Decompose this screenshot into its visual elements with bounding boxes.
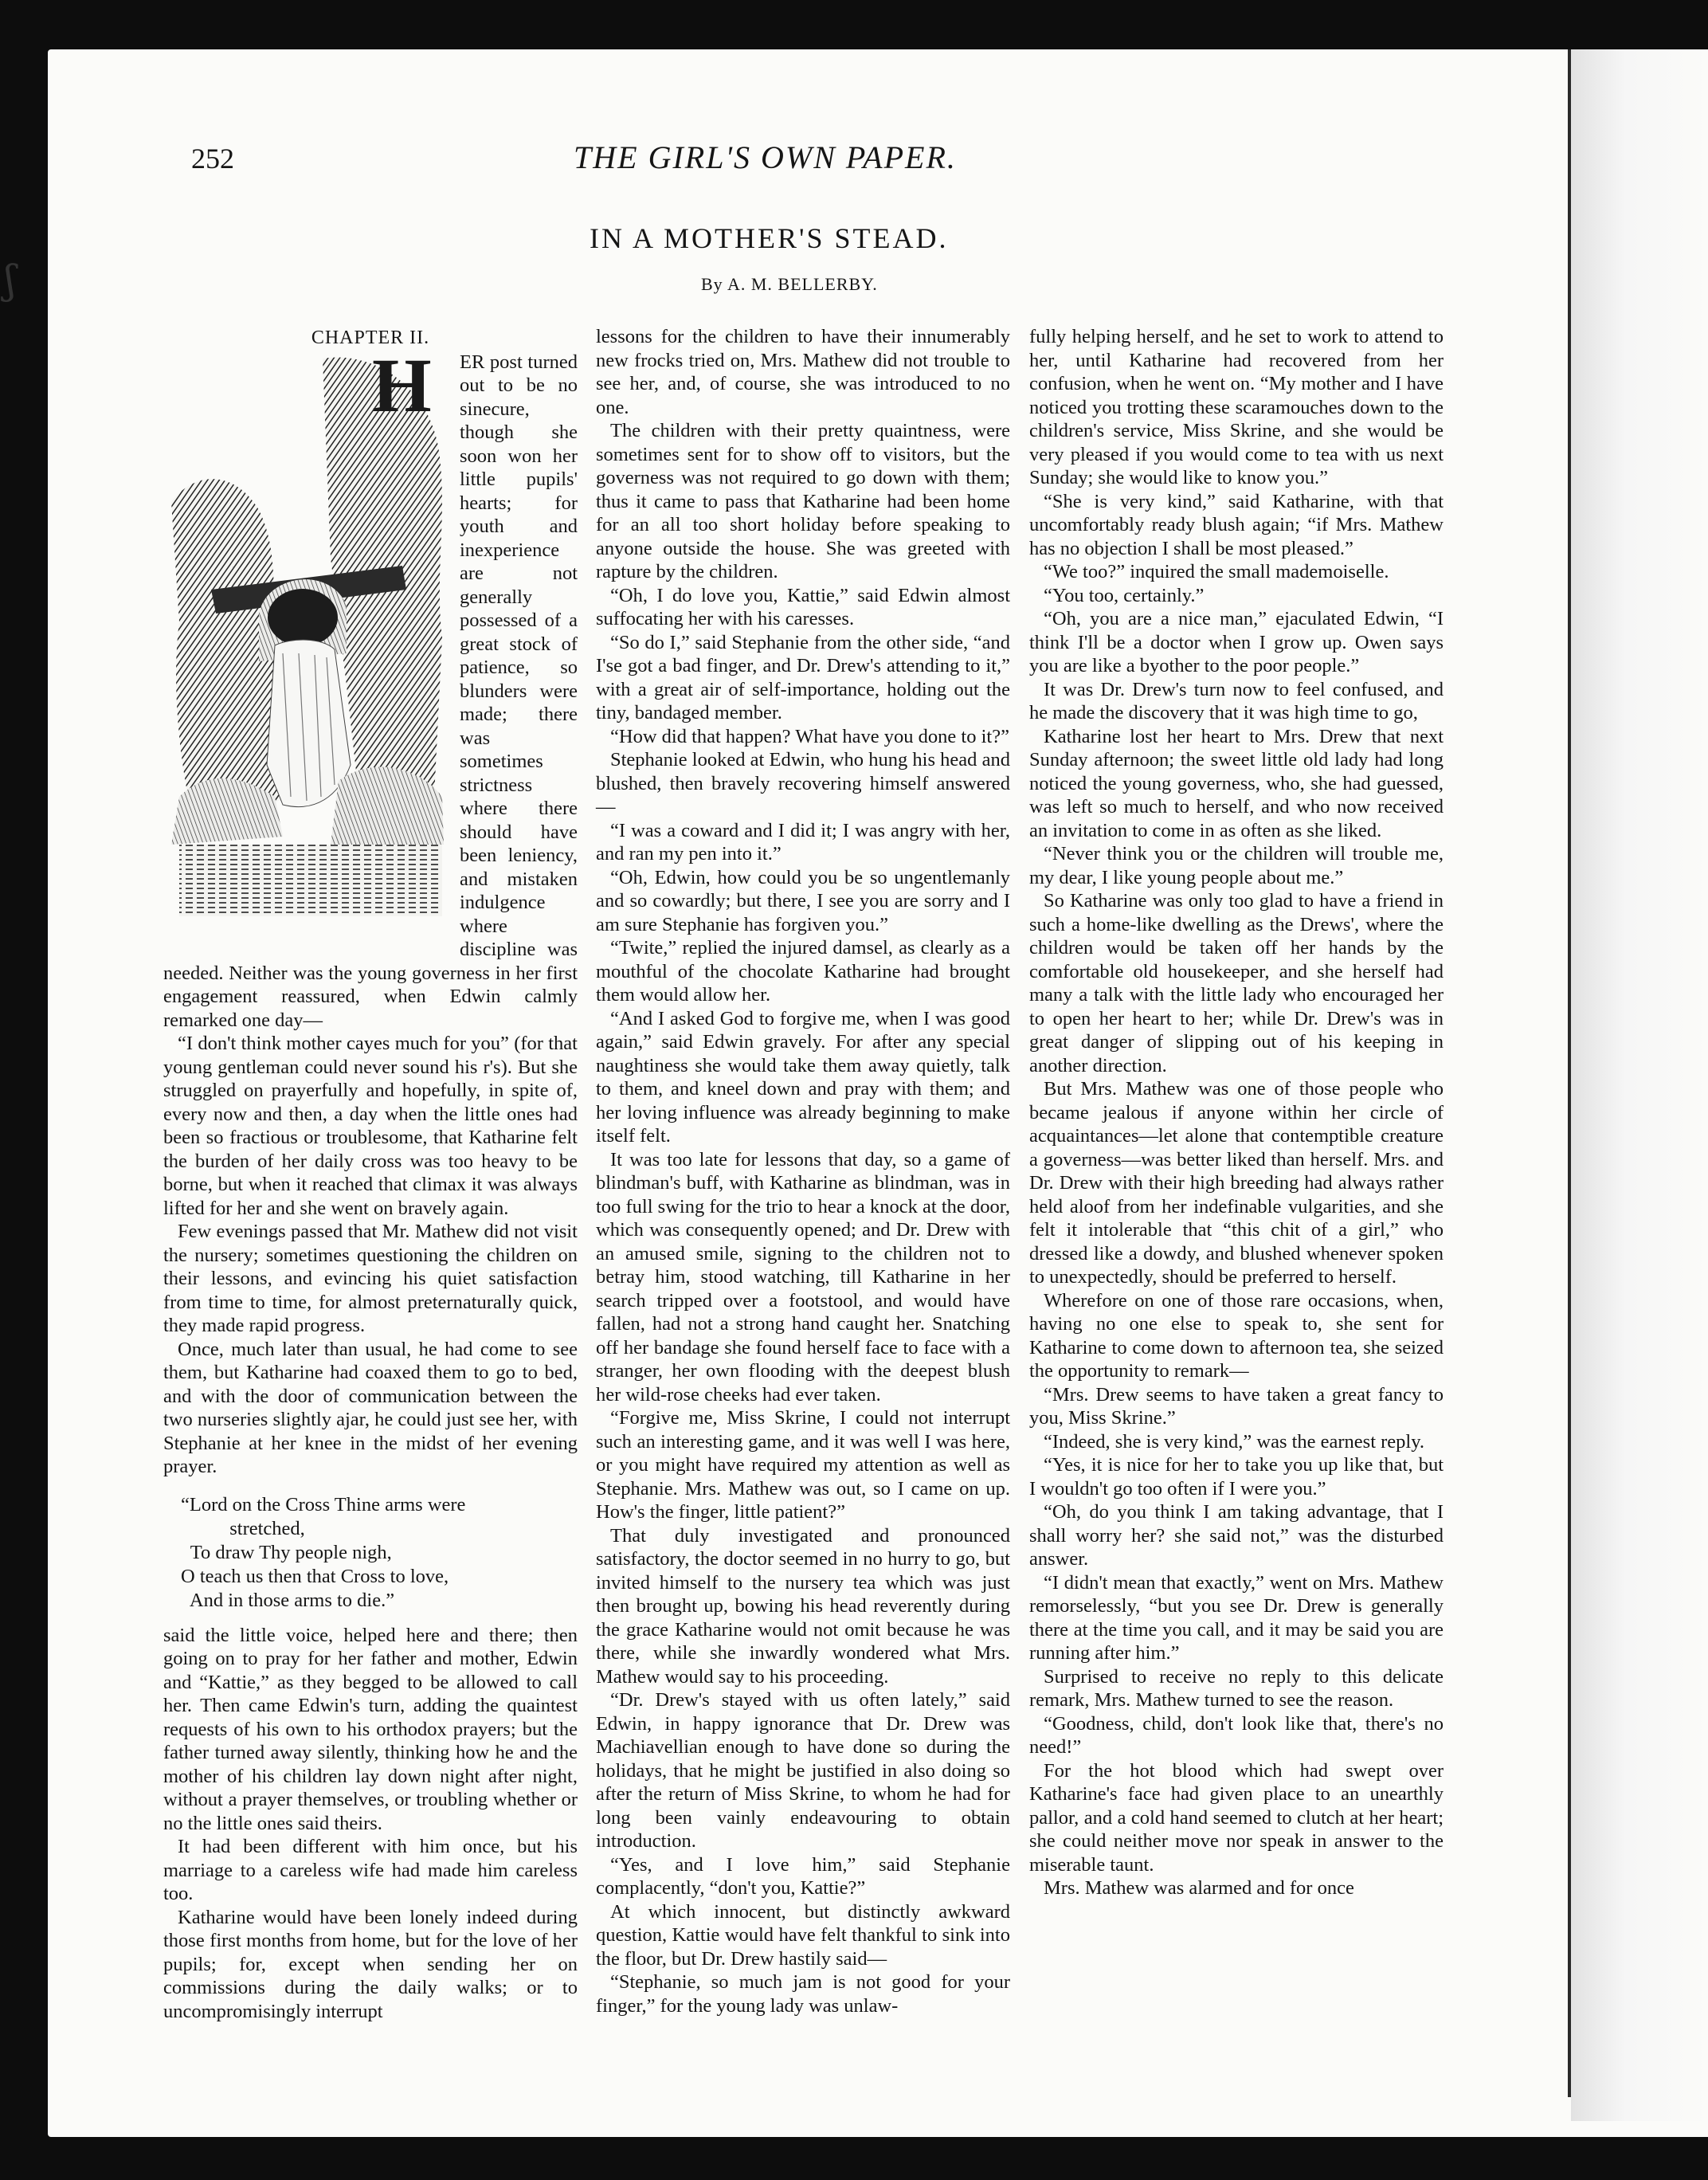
paragraph: “Never think you or the children will trouble me, my dear, I like young people about me.” [1029, 843, 1444, 888]
paragraph: “And I asked God to forgive me, when I was good again,” said Edwin gravely. For after any special naughtiness she would take them away quietly, talk to them, and kneel down and pray with them; and her loving influence was already beginning to make itself felt. [596, 1007, 1010, 1147]
paragraph: “I don't think mother cayes much for you” (for that young gentleman could never sound his r's). But she struggled on prayerfully and hopefully, in spite of, every now and then, a day when the little ones had been so fractious or troublesome, that Katharine felt the burden of her daily cross was too heavy to be borne, but when it reached that climax it was always lifted for her and she went on bravely again. [163, 1033, 578, 1219]
paragraph: But Mrs. Mathew was one of those people who became jealous if anyone within her circle of acquaintances—let alone that contemptible creature a governess—was better liked than herself. Mrs. and Dr. Drew with their high breeding had always rather held aloof from her indefinable vulgarities, and she felt it intolerable that “this chit of a girl,” who dressed like a dowdy, and blushed whenever spoken to unexpectedly, should be preferred to herself. [1029, 1078, 1444, 1288]
paragraph: That duly investigated and pronounced satisfactory, the doctor seemed in no hurry to go, but invited himself to the nursery tea which was just then brought up, bowing his head reverently during the grace Katharine would not omit because he was there, while she inwardly wondered what Mrs. Mathew would say to his proceeding. [596, 1524, 1010, 1688]
paragraph: “We too?” inquired the small mademoiselle. [1044, 561, 1389, 582]
paragraph: Surprised to receive no reply to this delicate remark, Mrs. Mathew turned to see the reason. [1029, 1665, 1444, 1711]
paragraph: “So do I,” said Stephanie from the other side, “and I'se got a bad finger, and Dr. Drew's attending to it,” with a great air of self-importance, holding out the tiny, bandaged member. [596, 631, 1010, 723]
paragraph: Few evenings passed that Mr. Mathew did not visit the nursery; sometimes questioning the children on their lessons, and evincing his quiet satisfaction from time to time, for almost preternaturally quick, they made rapid progress. [163, 1221, 578, 1336]
paragraph: “Yes, and I love him,” said Stephanie complacently, “don't you, Kattie?” [596, 1853, 1010, 1899]
paragraph: Once, much later than usual, he had come to see them, but Katharine had coaxed them to go to bed, and with the door of communication between the two nurseries slightly ajar, he could just see her, with Stephanie at her knee in the midst of her evening prayer. [163, 1338, 578, 1477]
paragraph: At which innocent, but distinctly awkward question, Kattie would have felt thankful to sink into the floor, but Dr. Drew hastily said— [596, 1900, 1010, 1970]
paragraph: “I didn't mean that exactly,” went on Mrs. Mathew remorselessly, “but you see Dr. Drew is generally there at the time you call, and it may be said you are running after him.” [1029, 1571, 1444, 1664]
page-gutter-line [1568, 49, 1571, 2097]
paragraph: The children with their pretty quaintness, were sometimes sent for to show off to visitors, but the governess was not required to go down with them; thus it came to pass that Katharine had been home for an all too short holiday before speaking to anyone outside the house. She was greeted with rapture by the children. [596, 420, 1010, 582]
chapter-heading: CHAPTER II. [311, 327, 430, 348]
running-title: THE GIRL'S OWN PAPER. [574, 139, 957, 175]
verse-line: To draw Thy people nigh, [181, 1541, 392, 1563]
paragraph: “Goodness, child, don't look like that, there's no need!” [1029, 1712, 1444, 1758]
verse-line: stretched, [181, 1517, 305, 1539]
paragraph: Stephanie looked at Edwin, who hung his head and blushed, then bravely recovering himself answered— [596, 749, 1010, 818]
page-number: 252 [191, 143, 234, 174]
paragraph: “Mrs. Drew seems to have taken a great fancy to you, Miss Skrine.” [1029, 1383, 1444, 1429]
paragraph: “Forgive me, Miss Skrine, I could not interrupt such an interesting game, and it was well I was here, or you might have required my attention as well as Stephanie. Mrs. Mathew was out, so I came on up. How's the finger, little patient?” [596, 1407, 1010, 1523]
article-byline: By A. M. BELLERBY. [701, 274, 878, 294]
paragraph: “Twite,” replied the injured damsel, as clearly as a mouthful of the chocolate Katharine had brought them would allow her. [596, 937, 1010, 1006]
paragraph: lessons for the children to have their innumerably new frocks tried on, Mrs. Mathew did not trouble to see her, and, of course, she was introduced to no one. [596, 326, 1010, 418]
paragraph: “Yes, it is nice for her to take you up like that, but I wouldn't go too often if I were you.” [1029, 1454, 1444, 1500]
paragraph: ER post turned out to be no sinecure, though she soon won her little pupils' hearts; for youth and inexperience are not generally possessed of a great stock of patience, so blunders were made; there was sometimes strictness where there should have been leniency, and mistaken indulgence where discipline was needed. Neither was the young governess in her first engagement reassured, when Edwin calmly remarked one day— [163, 351, 578, 1031]
paragraph: It was too late for lessons that day, so a game of blindman's buff, with Katharine as blindman, was in too full swing for the trio to hear a knock at the door, which was consequently opened; and Dr. Drew with an amused smile, signing to the children not to betray him, stood watching, till Katharine in her search tripped over a footstool, and would have fallen, had not a strong hand caught her. Snatching off her bandage she found herself face to face with a stranger, her own flooding with the deepest blush her wild-rose cheeks had ever taken. [596, 1148, 1010, 1406]
paragraph: So Katharine was only too glad to have a friend in such a home-like dwelling as the Drews', where the children would be taken off her hands by the comfortable old housekeeper, and she herself had many a talk with the little lady who encouraged her to open her heart to her; while Dr. Drew's was in great danger of slipping out of his keeping in another direction. [1029, 890, 1444, 1076]
text-column-1 [163, 327, 578, 2023]
article-title: IN A MOTHER'S STEAD. [590, 222, 949, 254]
paragraph: Mrs. Mathew was alarmed and for once [1044, 1877, 1354, 1899]
drop-cap-letter: H [372, 342, 432, 428]
paragraph: “Oh, you are a nice man,” ejaculated Edwin, “I think I'll be a doctor when I grow up. Owen says you are like a byother to the poor people.” [1029, 608, 1444, 676]
verse-line: “Lord on the Cross Thine arms were [181, 1493, 466, 1515]
paragraph: “Indeed, she is very kind,” was the earnest reply. [1044, 1430, 1425, 1453]
margin-clip-mark: ʃ [5, 257, 16, 303]
paragraph: Katharine would have been lonely indeed during those first months from home, but for the love of her pupils; for, except when sending her on commissions during the daily walks; or to uncompromisingly interrupt [163, 1906, 578, 2022]
paragraph: “Oh, do you think I am taking advantage, that I shall worry her? she said not,” was the disturbed answer. [1029, 1501, 1444, 1570]
waterfall-bridge-image [163, 342, 450, 940]
paragraph: “I was a coward and I did it; I was angry with her, and ran my pen into it.” [596, 819, 1010, 865]
paragraph: said the little voice, helped here and there; then going on to pray for her father and mother, Edwin and “Kattie,” as they begged to be allowed to call her. Then came Edwin's turn, adding the quaintest requests of his own to his orthodox prayers; but the father turned away silently, thinking how he and the mother of his children lay down night after night, without a prayer themselves, or troubling whether or no the little ones said theirs. [163, 1624, 578, 1834]
next-page-edge [1571, 49, 1708, 2121]
paragraph: It was Dr. Drew's turn now to feel confused, and he made the discovery that it was high time to go, [1029, 678, 1444, 723]
waterfall-illustration [163, 342, 450, 940]
paragraph: “How did that happen? What have you done to it?” [610, 725, 1009, 747]
paragraph: “Dr. Drew's stayed with us often lately,” said Edwin, in happy ignorance that Dr. Drew was Machiavellian enough to have done so during the holidays, that he might be justified in also doing so after the return of Miss Skrine, to whom he had for long been vainly endeavouring to obtain introduction. [596, 1689, 1010, 1852]
text-column-3 [1029, 325, 1444, 1900]
paragraph: Wherefore on one of those rare occasions, when, having no one else to speak to, she sent for Katharine to come down to afternoon tea, she seized the opportunity to remark— [1029, 1289, 1444, 1382]
paragraph: It had been different with him once, but his marriage to a careless wife had made him careless too. [163, 1836, 578, 1904]
paragraph: “Stephanie, so much jam is not good for your finger,” for the young lady was unlaw- [596, 1971, 1010, 2017]
paragraph: fully helping herself, and he set to work to attend to her, until Katharine had recovered from her confusion, when he went on. “My mother and I have noticed you trotting these scaramouches down to the children's service, Miss Skrine, and she would be very pleased if you would come to tea with us next Sunday; she would like to know you.” [1029, 326, 1444, 488]
text-column-2 [596, 325, 1010, 2017]
paragraph: Katharine lost her heart to Mrs. Drew that next Sunday afternoon; the sweet little old lady had long noticed the young governess, who, she had guessed, was left so much to herself, and who now received an invitation to come in as often as she liked. [1029, 725, 1444, 841]
paragraph: “You too, certainly.” [1044, 584, 1205, 606]
paragraph: For the hot blood which had swept over Katharine's face had given place to an unearthly pallor, and a cold hand seemed to clutch at her heart; she could neither move nor speak in answer to the miserable taunt. [1029, 1759, 1444, 1876]
paragraph: “She is very kind,” said Katharine, with that uncomfortably ready blush again; “if Mrs. Mathew has no objection I shall be most pleased.” [1029, 490, 1444, 559]
paragraph: “Oh, I do love you, Kattie,” said Edwin almost suffocating her with his caresses. [596, 584, 1010, 629]
hymn-verse [181, 1493, 578, 1613]
paragraph: “Oh, Edwin, how could you be so ungentlemanly and so cowardly; but there, I see you are sorry and I am sure Stephanie has forgiven you.” [596, 866, 1010, 935]
verse-line: O teach us then that Cross to love, [181, 1565, 449, 1587]
page-header [191, 139, 1402, 190]
verse-line: And in those arms to die.” [181, 1589, 395, 1611]
